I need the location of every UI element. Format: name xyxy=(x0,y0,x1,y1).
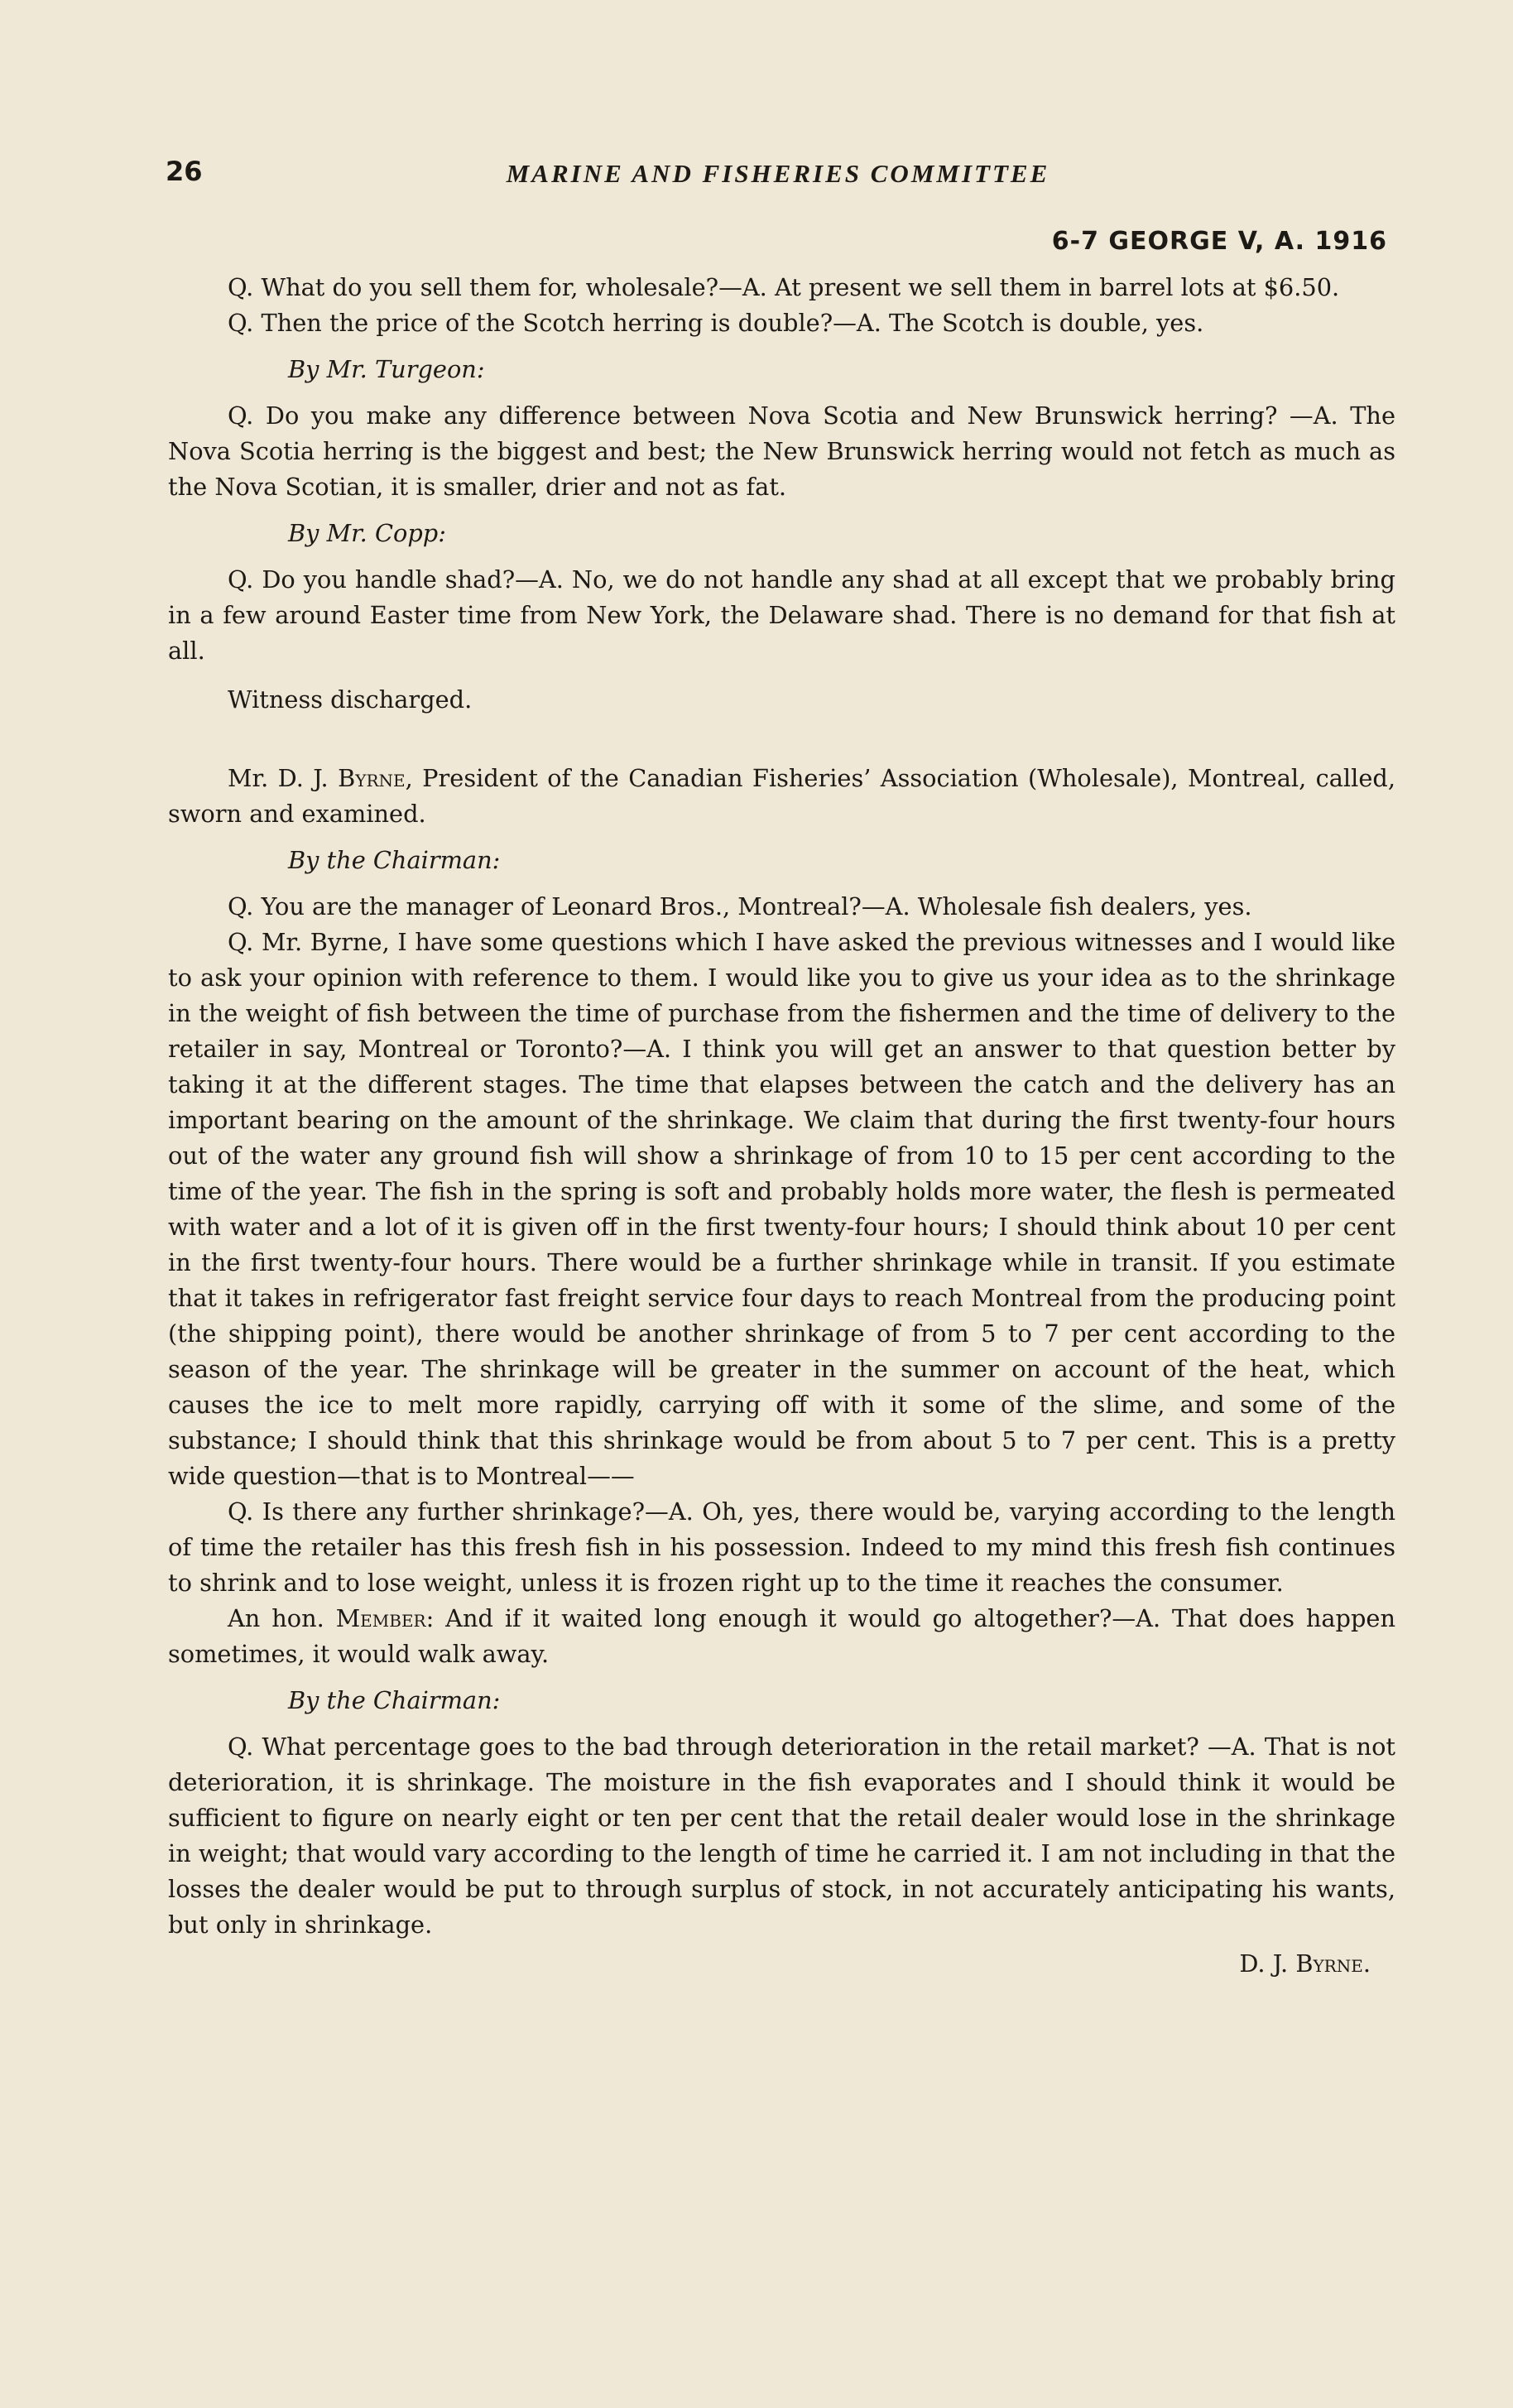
examiner-byline: By the Chairman: xyxy=(288,846,501,874)
paragraph: Q. You are the manager of Leonard Bros., Montreal?—A. Wholesale fish dealers, yes. xyxy=(228,892,1252,920)
paragraph: Q. Do you handle shad?—A. No, we do not handle any shad at all except that we probably bring in a few around Easter time from New York, the Delaware shad. There is no demand for that fish at all. xyxy=(168,565,1395,665)
witness-introduction xyxy=(168,761,1395,832)
paragraph: Q. Do you make any difference between Nova Scotia and New Brunswick herring? —A. The Nova Scotia herring is the biggest and best; the New Brunswick herring would not fetch as much as the Nova Scotian, it is smaller, drier and not as fat. xyxy=(168,401,1395,501)
intro-rest: , President of the Canadian Fisheries’ Association (Wholesale), Montreal, called, sworn and examined. xyxy=(168,764,1395,828)
session-label: 6-7 GEORGE V, A. 1916 xyxy=(1051,227,1387,256)
paragraph: Q. Is there any further shrinkage?—A. Oh, yes, there would be, varying according to the length of time the retailer has this fresh fish in his possession. Indeed to my mind this fresh fish continues to shrink and to lose weight, unless it is frozen right up to the time it reaches the consumer. xyxy=(168,1497,1395,1597)
paragraph: Q. What do you sell them for, wholesale?—A. At present we sell them in barrel lots at $6.50. xyxy=(228,273,1340,301)
paragraph: Q. What percentage goes to the bad through deterioration in the retail market? —A. That is not deterioration, it is shrinkage. The moisture in the fish evaporates and I should think it would be sufficient to figure on nearly eight or ten per cent that the retail dealer would lose in the shrinkage in weight; that would vary according to the length of time he carried it. I am not including in that the losses the dealer would be put to through surplus of stock, in not accurately anticipating his wants, but only in shrinkage. xyxy=(168,1733,1395,1939)
page-header xyxy=(166,156,1391,197)
signature: D. J. Byrne. xyxy=(1239,1949,1371,1978)
member-prefix: An hon. xyxy=(228,1604,336,1632)
intro-prefix: Mr. D. J. xyxy=(228,764,339,792)
paragraph xyxy=(168,1601,1395,1672)
witness-discharged: Witness discharged. xyxy=(228,685,473,714)
examiner-byline: By Mr. Turgeon: xyxy=(288,355,485,383)
witness-name: Byrne xyxy=(338,764,406,792)
member-rest: : And if it waited long enough it would go altogether?—A. That does happen sometimes, it would walk away. xyxy=(168,1604,1396,1668)
examiner-byline: By the Chairman: xyxy=(288,1686,501,1714)
paragraph: Q. Then the price of the Scotch herring is double?—A. The Scotch is double, yes. xyxy=(228,309,1204,337)
document-body xyxy=(168,270,1395,1982)
member-label: Member xyxy=(335,1604,426,1632)
examiner-byline: By Mr. Copp: xyxy=(288,519,446,547)
page-number: 26 xyxy=(166,156,203,187)
paragraph: Q. Mr. Byrne, I have some questions which I have asked the previous witnesses and I would like to ask your opinion with reference to them. I would like you to give us your idea as to the shrinkage in the weight of fish between the time of purchase from the fishermen and the time of delivery to the retailer in say, Montreal or Toronto?—A. I think you will get an answer to that question better by taking it at the different stages. The time that elapses between the catch and the delivery has an important bearing on the amount of the shrinkage. We claim that during the first twenty-four hours out of the water any ground fish will show a shrinkage of from 10 to 15 per cent according to the time of the year. The fish in the spring is soft and probably holds more water, the flesh is permeated with water and a lot of it is given off in the first twenty-four hours; I should think about 10 per cent in the first twenty-four hours. There would be a further shrinkage while in transit. If you estimate that it takes in refrigerator fast freight service four days to reach Montreal from the producing point (the shipping point), there would be another shrinkage of from 5 to 7 per cent according to the season of the year. The shrinkage will be greater in the summer on account of the heat, which causes the ice to melt more rapidly, carrying off with it some of the slime, and some of the substance; I should think that this shrinkage would be from about 5 to 7 per cent. This is a pretty wide question—that is to Montreal—— xyxy=(168,928,1395,1490)
running-title: MARINE AND FISHERIES COMMITTEE xyxy=(506,159,1050,188)
